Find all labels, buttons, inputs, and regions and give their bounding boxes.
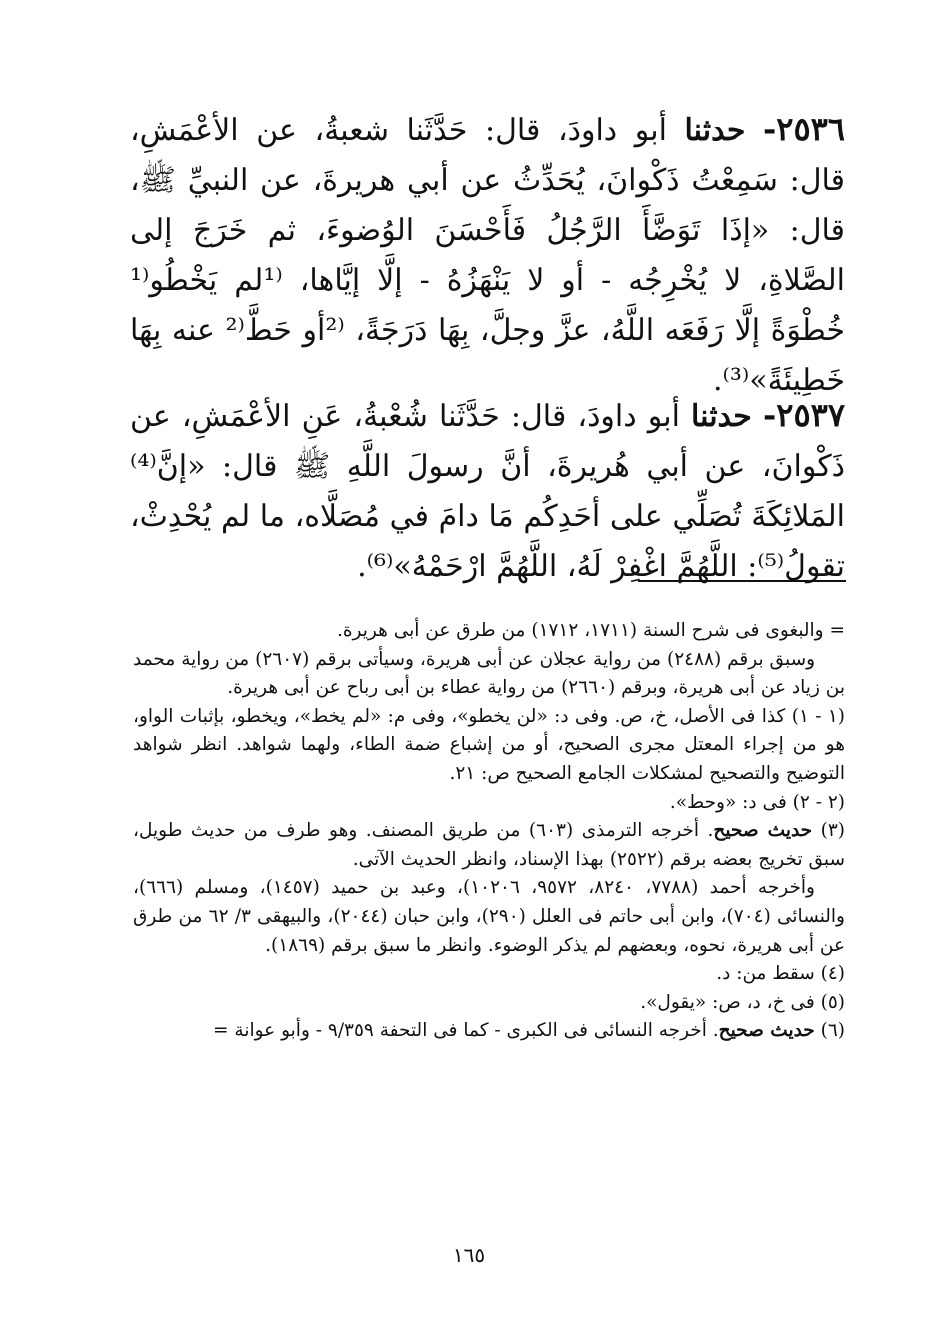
footnote: (١ - ١) كذا فى الأصل، خ، ص. وفى د: «لن يخطو»، وفى م: «لم يخط»، ويخطو، بإثبات الواو، هو من إجراء المعتل مجرى الصحيح، أو من إشباع ضمة الطاء، ولهما شواهد. انظر شواهد التوضيح والتصحيح لمشكلات الجامع الصحيح ص: ٢١. xyxy=(133,705,846,784)
hadith-text: أبو داودَ، قال: حَدَّثَنا شُعْبةُ، عَنِ الأعْمَشِ، عن ذَكْوانَ، عن أبي هُريرةَ، أنَّ رسولَ اللَّهِ ﷺ قال: «إنَّ⁽⁴⁾ المَلائِكَةَ تُصَلِّي على أحَدِكُم مَا دامَ في مُصَلَّاه، ما لم يُحْدِثْ، تقولُ⁽⁵⁾: اللَّهُمَّ اغْفِرْ لَهُ، اللَّهُمَّ ارْحَمْهُ»⁽⁶⁾. xyxy=(130,399,845,584)
hadith-2536 xyxy=(130,104,845,406)
hadith-text: أبو داودَ، قال: حَدَّثَنا شعبةُ، عن الأعْمَشِ، قال: سَمِعْتُ ذَكْوانَ، يُحَدِّثُ عن أبي هريرةَ، عن النبيِّ ﷺ، قال: «إذَا تَوَضَّأَ الرَّجُلُ فَأَحْسَنَ الوُضوءَ، ثم خَرَجَ إلى الصَّلاةِ، لا يُخْرِجُه - أو لا يَنْهَزُهُ - إلَّا إيَّاها، ⁽¹لم يَخْطُو⁽¹ خُطْوَةً إلَّا رَفَعَه اللَّهُ، عزَّ وجلَّ، بِهَا دَرَجَةً، ⁽²أو حَطَّ⁽² عنه بِهَا خَطِيئَةً»⁽³⁾. xyxy=(130,113,845,398)
footnote-grade: حديث صحيح xyxy=(718,1020,815,1042)
hadith-lead-word: حدثنا xyxy=(691,399,752,434)
hadith-number: ٢٥٣٦- xyxy=(762,110,845,148)
footnote-separator xyxy=(638,580,846,582)
footnote: وسبق برقم (٢٤٨٨) من رواية عجلان عن أبى هريرة، وسيأتى برقم (٢٦٠٧) من رواية محمد بن زياد عن أبى هريرة، وبرقم (٢٦٦٠) من رواية عطاء بن أبى رباح عن أبى هريرة. xyxy=(133,648,845,699)
page-number: ١٦٥ xyxy=(452,1243,486,1267)
footnote: وأخرجه أحمد (٧٧٨٨، ٨٢٤٠، ٩٥٧٢، ١٠٢٠٦)، وعبد بن حميد (١٤٥٧)، ومسلم (٦٦٦)، والنسائى (٧٠٤)، وابن أبى حاتم فى العلل (٢٩٠)، وابن حبان (٢٠٤٤)، والبيهقى ٣/ ٦٢ من طرق عن أبى هريرة، نحوه، وبعضهم لم يذكر الوضوء. وانظر ما سبق برقم (١٨٦٩). xyxy=(133,877,845,956)
hadith-number: ٢٥٣٧- xyxy=(762,396,845,434)
footnote: (٥) فى خ، د، ص: «يقول». xyxy=(640,991,845,1013)
footnote: (٢ - ٢) فى د: «وحط». xyxy=(669,791,845,813)
footnote: = والبغوى فى شرح السنة (١٧١١، ١٧١٢) من طرق عن أبى هريرة. xyxy=(336,620,845,641)
footnote: (٦) حديث صحيح. أخرجه النسائى فى الكبرى - كما فى التحفة ٩/٣٥٩ - وأبو عوانة = xyxy=(213,1020,845,1042)
footnote-grade: حديث صحيح xyxy=(713,820,813,842)
footnote: (٣) حديث صحيح. أخرجه الترمذى (٦٠٣) من طريق المصنف. وهو طرف من حديث طويل، سبق تخريج بعضه برقم (٢٥٢٢) بهذا الإسناد، وانظر الحديث الآتى. xyxy=(133,820,846,870)
footnote: (٤) سقط من: د. xyxy=(716,963,845,985)
hadith-2537 xyxy=(130,390,845,592)
footnotes xyxy=(133,617,845,1046)
hadith-lead-word: حدثنا xyxy=(684,113,746,148)
